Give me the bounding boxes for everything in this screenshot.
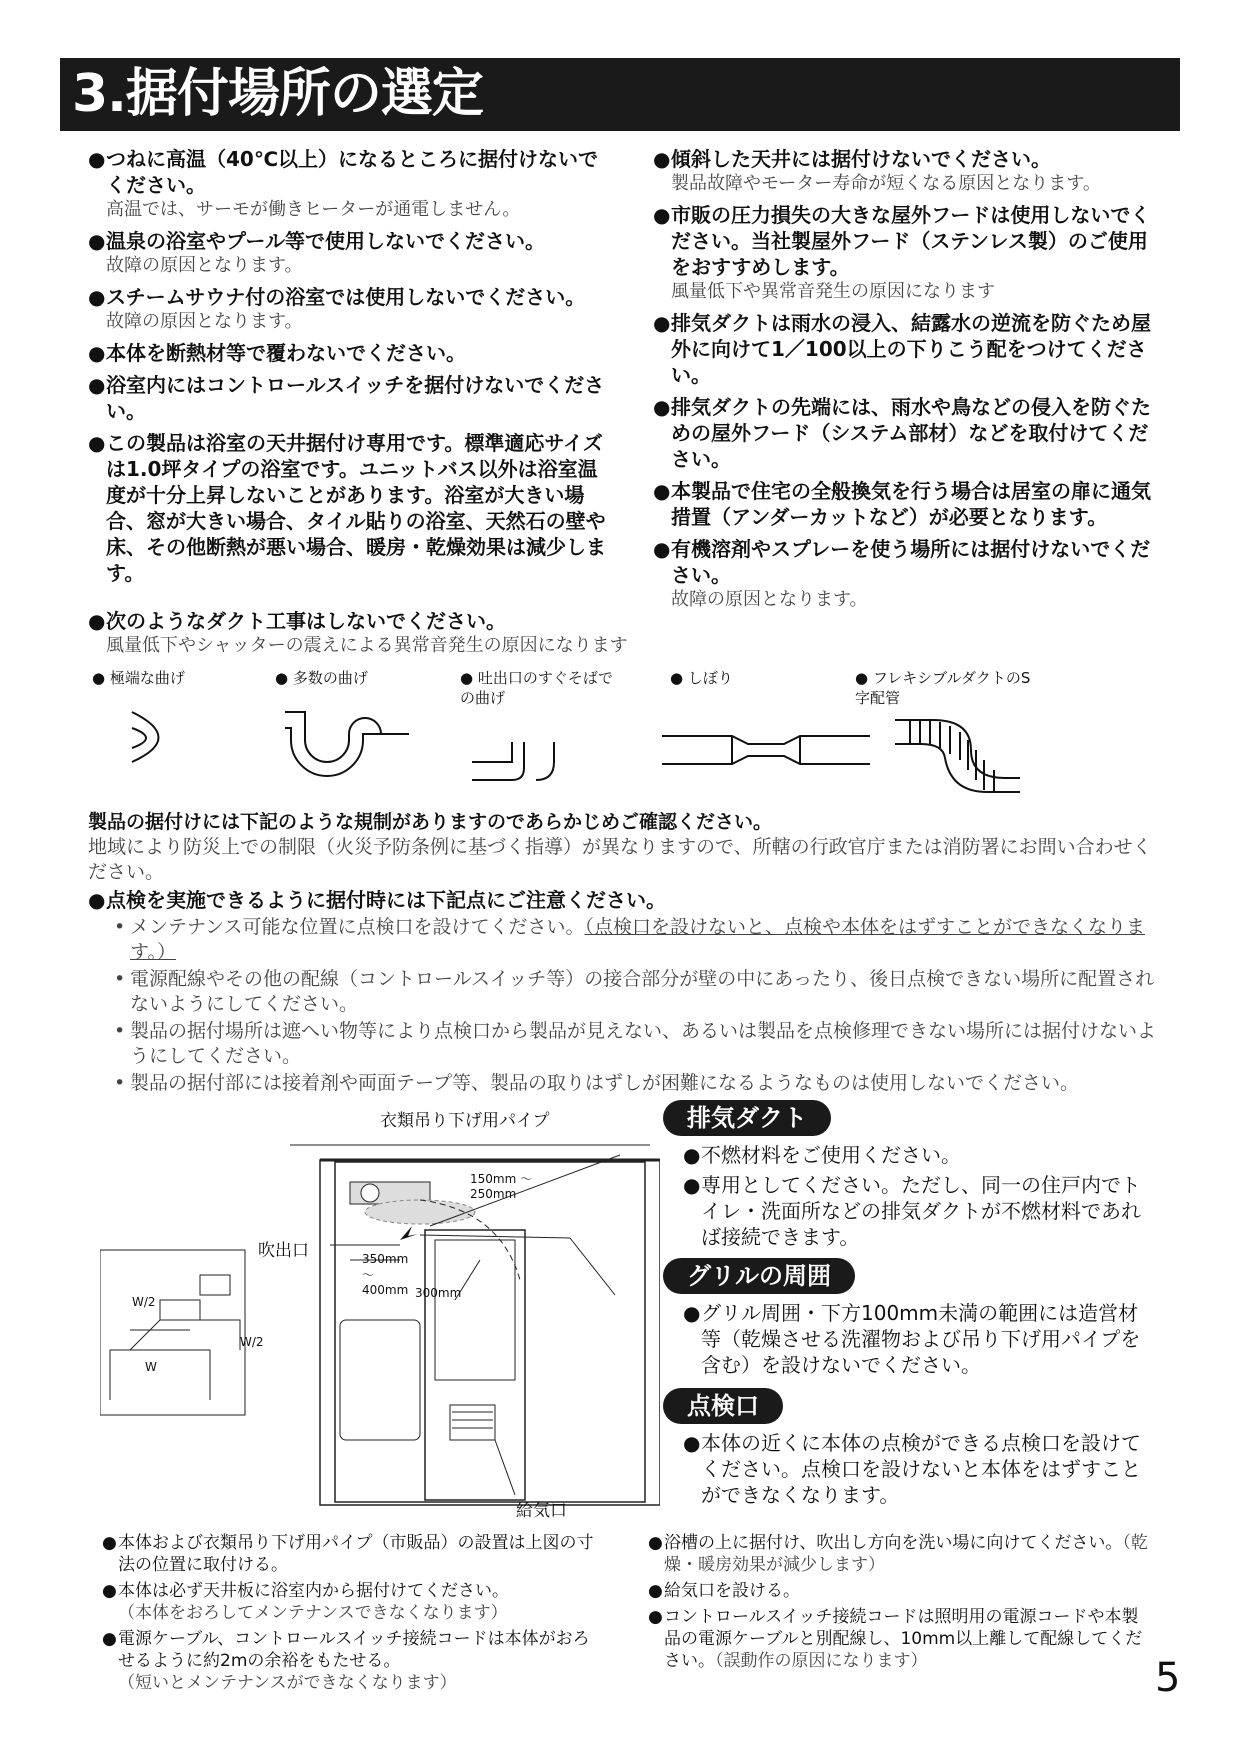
inspection-heading: ● 点検を実施できるように据付時には下記点にご注意ください。: [88, 888, 666, 912]
regulation-block: [88, 810, 1168, 885]
extreme-bend-illustration: [132, 712, 159, 762]
list-item: ● 排気ダクトは雨水の浸入、結露水の逆流を防ぐため屋外に向けて1／100以上の下りこう配をつけてください。: [653, 311, 1151, 387]
outlet-label: 吹出口: [258, 1241, 309, 1261]
dimension-label: 150mm ～ 250mm: [470, 1172, 533, 1201]
duct-label-constriction: ● しぼり: [670, 669, 733, 687]
duct-label-extreme-bend: ● 極端な曲げ: [92, 669, 185, 687]
list-item: ● 本体を断熱材等で覆わないでください。: [88, 341, 466, 365]
callout-exhaust-duct: 排気ダクト: [663, 1100, 831, 1136]
left-column: [88, 146, 608, 586]
intake-grille: [450, 1405, 495, 1440]
list-item: ● コントロールスイッチ接続コードは照明用の電源コードや本製品の電源ケーブルと別配線し、10mm以上離して配線してください。（誤動作の原因になります）: [648, 1607, 1143, 1671]
constriction-illustration: [662, 736, 870, 764]
duct-warning: ● 次のようなダクト工事はしないでください。 風量低下やシャッターの震えによる異常音発生の原因になります: [88, 609, 628, 656]
list-item: ● 温泉の浴室やプール等で使用しないでください。 故障の原因となります。: [88, 229, 545, 276]
duct-label-bend-near-outlet: ● 吐出口のすぐそばでの曲げ: [460, 669, 613, 707]
page-title: 3.据付場所の選定: [72, 64, 483, 124]
callout-grille: グリルの周囲: [663, 1258, 855, 1294]
inspection-item: • メンテナンス可能な位置に点検口を設けてください。（点検口を設けないと、点検や本体をはずすことができなくなります。）: [114, 916, 1145, 963]
regulation-body: 地域により防災上での制限（火災予防条例に基づく指導）が異なりますので、所轄の行政官庁または消防署にお問い合わせください。: [88, 836, 1152, 883]
list-item: ● スチームサウナ付の浴室では使用しないでください。 故障の原因となります。: [88, 285, 586, 332]
intake-label: 給気口: [516, 1501, 567, 1521]
list-item: ● 浴槽の上に据付け、吹出し方向を洗い場に向けてください。（乾燥・暖房効果が減少します）: [648, 1533, 1148, 1575]
duct-label-many-bends: ● 多数の曲げ: [275, 669, 368, 687]
dimension-label: 300mm: [415, 1286, 462, 1300]
inspection-item: • 製品の据付場所は遮へい物等により点検口から製品が見えない、あるいは製品を点検修理できない場所には据付けないようにしてください。: [114, 1020, 1157, 1067]
list-item: ● 給気口を設ける。: [648, 1581, 800, 1601]
door: [425, 1230, 525, 1500]
callout-exhaust-body: ● 不燃材料をご使用ください。 ● 専用としてください。ただし、同一の住戸内でトイレ・洗面所などの排気ダクトが不燃材料であれば接続できます。: [683, 1143, 1141, 1249]
list-item: ● 浴室内にはコントロールスイッチを据付けないでください。: [88, 373, 605, 423]
list-item: ● 有機溶剤やスプレーを使う場所には据付けないでください。 故障の原因となります。: [653, 537, 1151, 610]
list-item: ● 市販の圧力損失の大きな屋外フードは使用しないでください。当社製屋外フード（ステンレス製）のご使用をおすすめします。 風量低下や異常音発生の原因になります: [653, 203, 1151, 302]
list-item: ● 電源ケーブル、コントロールスイッチ接続コードは本体がおろせるように約2mの余裕をもたせる。 （短いとメンテナンスができなくなります）: [102, 1629, 590, 1693]
right-column: [653, 146, 1153, 612]
list-item: ● 排気ダクトの先端には、雨水や鳥などの侵入を防ぐための屋外フード（システム部材）などを取付けてください。: [653, 395, 1151, 471]
callout-inspection-body: ● 本体の近くに本体の点検ができる点検口を設けてください。点検口を設けないと本体をはずすことができなくなります。: [683, 1431, 1141, 1507]
callout-inspection-port: 点検口: [663, 1388, 783, 1424]
installation-diagram: [100, 1100, 660, 1520]
inspection-block: [88, 887, 1168, 1096]
dimension-label: 350mm ～ 400mm: [362, 1252, 409, 1297]
list-item: ● 本製品で住宅の全般換気を行う場合は居室の扉に通気措置（アンダーカットなど）が必要となります。: [653, 479, 1151, 529]
list-item: ● 本体および衣類吊り下げ用パイプ（市販品）の設置は上図の寸法の位置に取付ける。: [102, 1533, 594, 1575]
flex-s-illustration: [895, 720, 1020, 792]
outlet-bend-illustration: [472, 742, 554, 780]
bottom-right-notes: [648, 1532, 1148, 1672]
list-item: ● この製品は浴室の天井据付け専用です。標準適応サイズは1.0坪タイプの浴室です。ユニットバス以外は浴室温度が十分上昇しないことがあります。浴室が大きい場合、窓が大きい場合、タイル貼りの浴室、天然石の壁や床、その他断熱が悪い場合、暖房・乾燥効果は減少します。: [88, 431, 606, 585]
list-item: ● 本体は必ず天井板に浴室内から据付けてください。 （本体をおろしてメンテナンスできなくなります）: [102, 1581, 509, 1623]
inset-label: W: [145, 1360, 157, 1374]
inset-label: W/2: [132, 1295, 156, 1309]
page-number: 5: [1155, 1655, 1181, 1701]
pipe-label: 衣類吊り下げ用パイプ: [380, 1111, 550, 1131]
duct-label-flex-s: ● フレキシブルダクトのS字配管: [855, 669, 1031, 707]
inset-label: W/2: [240, 1335, 264, 1349]
many-bends-illustration: [285, 712, 409, 776]
bottom-left-notes: [102, 1532, 602, 1694]
callout-grille-body: ● グリル周囲・下方100mm未満の範囲には造営材等（乾燥させる洗濯物および吊り下げ用パイプを含む）を設けないでください。: [683, 1301, 1141, 1377]
list-item: ● 傾斜した天井には据付けないでください。 製品故障やモーター寿命が短くなる原因となります。: [653, 147, 1101, 194]
bathtub: [340, 1320, 420, 1440]
regulation-heading: 製品の据付けには下記のような規制がありますのであらかじめご確認ください。: [88, 811, 773, 833]
duct-illustrations: [120, 700, 1020, 800]
inspection-item: • 製品の据付部には接着剤や両面テープ等、製品の取りはずしが困難になるようなものは使用しないでください。: [114, 1072, 1080, 1094]
inspection-item: • 電源配線やその他の配線（コントロールスイッチ等）の接合部分が壁の中にあったり、後日点検できない場所に配置されないようにしてください。: [114, 968, 1155, 1015]
list-item: ● つねに高温（40℃以上）になるところに据付けないでください。 高温では、サーモが働きヒーターが通電しません。: [88, 147, 599, 220]
